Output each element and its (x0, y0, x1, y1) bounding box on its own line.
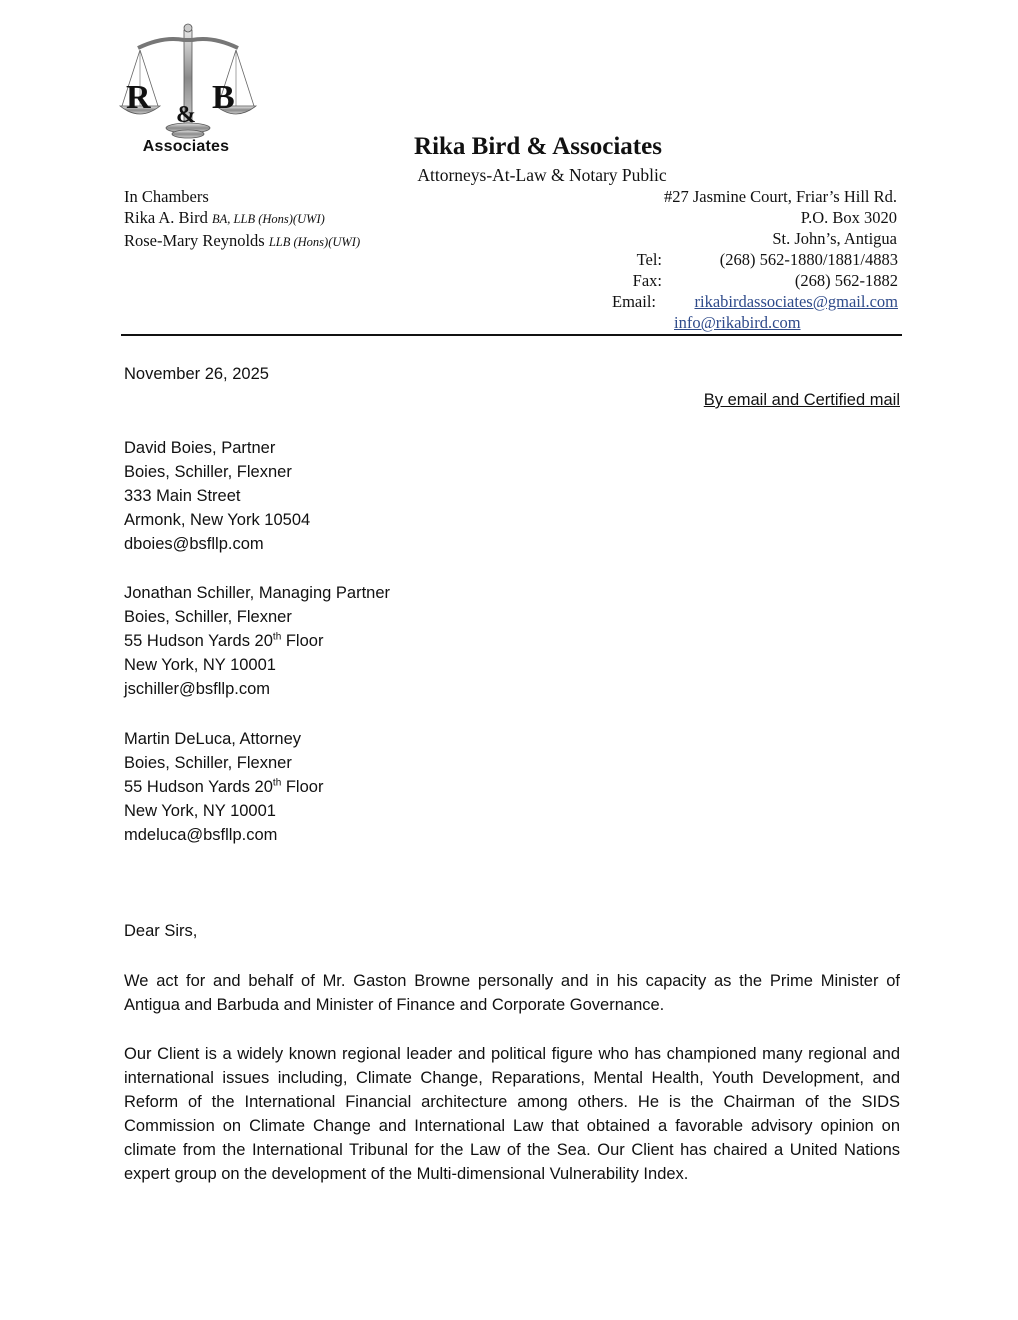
chambers-member (124, 207, 360, 230)
recipient-firm: Boies, Schiller, Flexner (124, 463, 292, 481)
monogram-r: R (126, 79, 151, 116)
recipient-block (124, 436, 310, 556)
recipient-street: 333 Main Street (124, 487, 241, 505)
recipient-name: Jonathan Schiller, Managing Partner (124, 584, 390, 602)
address-line: St. John’s, Antigua (772, 229, 897, 248)
fax-row (612, 270, 898, 291)
recipient-city: New York, NY 10001 (124, 802, 276, 820)
recipient-firm: Boies, Schiller, Flexner (124, 608, 292, 626)
firm-address (664, 186, 897, 249)
recipient-firm: Boies, Schiller, Flexner (124, 754, 292, 772)
member-qualifications: LLB (Hons)(UWI) (268, 235, 361, 249)
tel-row (612, 249, 898, 270)
recipient-city: New York, NY 10001 (124, 656, 276, 674)
address-line: P.O. Box 3020 (800, 208, 897, 227)
recipient-name: David Boies, Partner (124, 439, 276, 457)
chambers-member (124, 230, 360, 253)
letterhead-divider (121, 334, 902, 336)
email-link-primary[interactable]: rikabirdassociates@gmail.com (694, 292, 898, 311)
recipient-email: jschiller@bsfllp.com (124, 680, 271, 698)
body-paragraph: Our Client is a widely known regional leader and political figure who has championed many regional and international issues including, Climate Change, Reparations, Mental Health, Youth Development, and Reform of the International Financial architecture among others. He is the Chairman of the SIDS Commission on Climate Change and International Law that obtained a favorable advisory opinion on climate from the International Tribunal for the Law of the Sea. Our Client has chaired a United Nations expert group on the development of the Multi-dimensional Vulnerability Index. (124, 1045, 900, 1183)
recipient-block (124, 581, 390, 701)
email-row-secondary (612, 312, 898, 333)
chambers-heading: In Chambers (124, 187, 209, 206)
address-line: #27 Jasmine Court, Friar’s Hill Rd. (664, 187, 897, 206)
recipient-email: mdeluca@bsfllp.com (124, 826, 278, 844)
recipient-city: Armonk, New York 10504 (124, 511, 311, 529)
scales-of-justice-icon (118, 22, 258, 142)
monogram-b: B (212, 79, 235, 116)
fax-label: Fax: (632, 271, 662, 290)
salutation: Dear Sirs, (124, 922, 198, 940)
member-name: Rika A. Bird (124, 208, 208, 227)
tel-label: Tel: (636, 250, 662, 269)
logo-caption: Associates (142, 138, 230, 155)
email-label: Email: (612, 292, 656, 311)
recipient-block (124, 727, 323, 847)
member-name: Rose-Mary Reynolds (124, 231, 265, 250)
tel-value: (268) 562-1880/1881/4883 (719, 250, 898, 269)
fax-value: (268) 562-1882 (794, 271, 898, 290)
firm-name: Rika Bird & Associates (414, 133, 662, 160)
chambers-block (124, 186, 360, 253)
recipient-street: 55 Hudson Yards 20th Floor (124, 777, 324, 796)
member-qualifications: BA, LLB (Hons)(UWI) (212, 212, 325, 226)
body-paragraph: We act for and behalf of Mr. Gaston Browne personally and in his capacity as the Prime Minister of Antigua and Barbuda and Minister of Finance and Corporate Governance. (124, 972, 900, 1014)
recipient-name: Martin DeLuca, Attorney (124, 730, 302, 748)
recipient-email: dboies@bsfllp.com (124, 535, 264, 553)
firm-contact (612, 249, 898, 333)
firm-tagline: Attorneys-At-Law & Notary Public (417, 165, 667, 185)
letter-date: November 26, 2025 (124, 365, 269, 383)
monogram-ampersand: & (176, 102, 196, 128)
recipient-street: 55 Hudson Yards 20th Floor (124, 631, 324, 650)
email-link-secondary[interactable]: info@rikabird.com (674, 313, 801, 332)
email-row (612, 291, 898, 312)
delivery-method: By email and Certified mail (703, 391, 900, 409)
